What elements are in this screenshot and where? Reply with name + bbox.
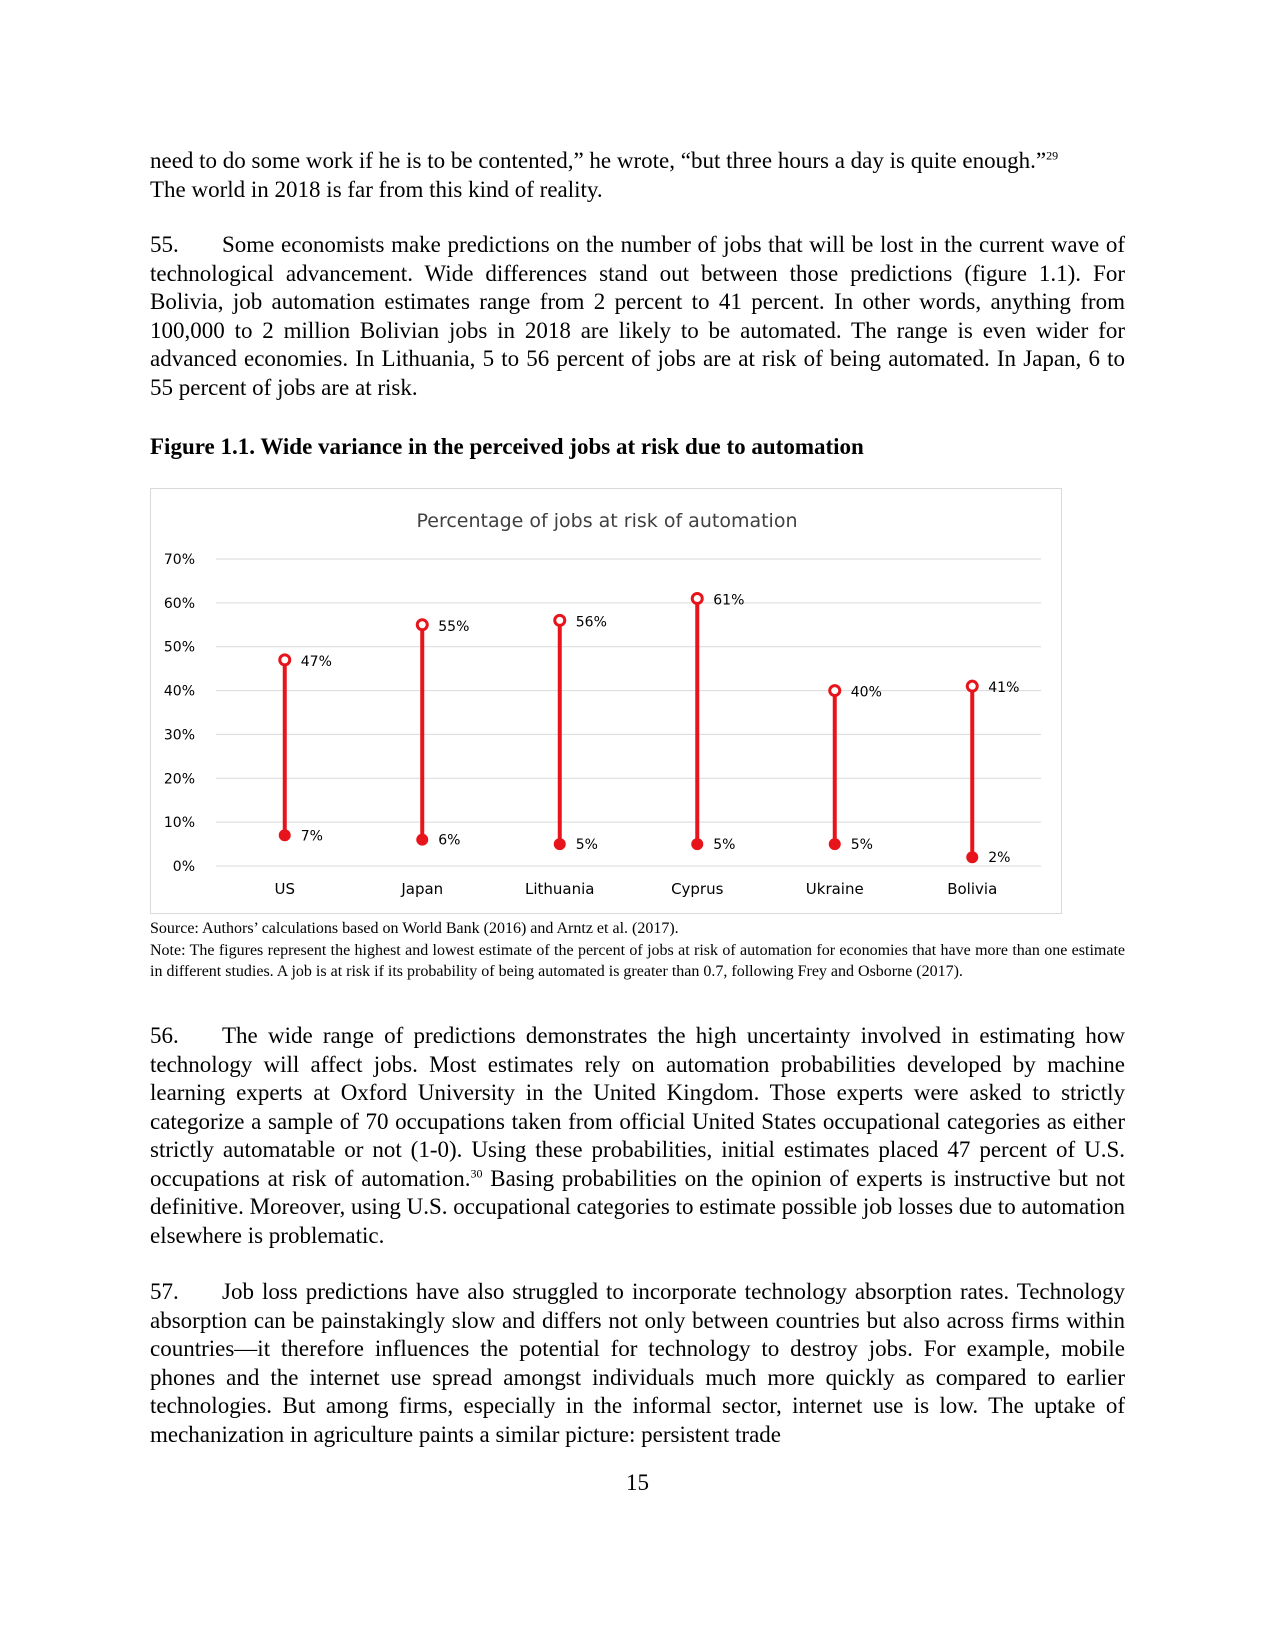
paragraph-text: Job loss predictions have also struggled to incorporate technology absorption rates. Technology absorption can be painstakingly slow and differs not only between countries but also across firms within countries—it therefore influences the potential for technology to destroy jobs. For example, mobile phones and the internet use spread amongst individuals much more quickly as compared to earlier technologies. But among firms, especially in the informal sector, internet use is low. The uptake of mechanization in agriculture paints a similar picture: persistent trade [150, 1279, 1125, 1447]
y-tick-label: 50% [163, 639, 195, 656]
high-point [280, 655, 290, 665]
x-tick-label: Cyprus [671, 880, 724, 898]
intro-text-2: The world in 2018 is far from this kind of reality. [150, 176, 603, 202]
paragraph-57 [150, 1278, 1125, 1449]
page-number: 15 [626, 1470, 649, 1495]
figure-title: Figure 1.1. Wide variance in the perceived jobs at risk due to automation [150, 434, 864, 459]
y-tick-label: 30% [163, 727, 195, 744]
high-label: 40% [850, 684, 882, 701]
low-label: 7% [300, 828, 323, 845]
paragraph-55 [150, 231, 1125, 402]
figure-notes [150, 918, 1125, 983]
intro-text: need to do some work if he is to be contented,” he wrote, “but three hours a day is quite enough.” [150, 148, 1047, 173]
paragraph-number: 56. [150, 1023, 179, 1048]
high-label: 47% [300, 653, 332, 670]
y-tick-label: 20% [163, 771, 195, 788]
low-label: 5% [575, 837, 598, 854]
x-tick-label: Ukraine [805, 880, 864, 898]
figure-source: Source: Authors’ calculations based on World Bank (2016) and Arntz et al. (2017). [150, 920, 679, 937]
paragraph-text-2: Basing probabilities on the opinion of experts is instructive but not definitive. Moreover, using U.S. occupational categories to estimate possible job losses due to automation elsewhere is problematic. [150, 1165, 1126, 1248]
high-point [967, 681, 977, 691]
high-label: 61% [713, 592, 745, 609]
footnote-30[interactable]: 30 [470, 1165, 483, 1180]
low-label: 5% [713, 837, 736, 854]
x-tick-label: US [274, 880, 296, 898]
low-point [279, 829, 291, 841]
high-point [417, 620, 427, 630]
paragraph-number: 55. [150, 232, 179, 257]
low-point [554, 838, 566, 850]
low-point [829, 838, 841, 850]
footnote-29[interactable]: 29 [1046, 148, 1059, 163]
high-label: 55% [438, 618, 470, 635]
low-point [691, 838, 703, 850]
paragraph-56 [150, 1022, 1125, 1250]
y-tick-label: 70% [163, 552, 195, 568]
high-point [692, 593, 702, 603]
figure-note: Note: The figures represent the highest and lowest estimate of the percent of jobs at risk of automation for economies that have more than one estimate in different studies. A job is at risk if its probability of being automated is greater than 0.7, following Frey and Osborne (2017). [150, 941, 1125, 980]
paragraph-text: The wide range of predictions demonstrates the high uncertainty involved in estimating how technology will affect jobs. Most estimates rely on automation probabilities developed by machine learning experts at Oxford University in the United Kingdom. Those experts were asked to strictly categorize a sample of 70 occupations taken from official United States occupational categories as either strictly automatable or not (1-0). Using these probabilities, initial estimates placed 47 percent of U.S. occupations at risk of automation. [150, 1023, 1125, 1191]
paragraph-text: Some economists make predictions on the number of jobs that will be lost in the current wave of technological advancement. Wide differences stand out between those predictions (figure 1.1). For Bolivia, job automation estimates range from 2 percent to 41 percent. In other words, anything from 100,000 to 2 million Bolivian jobs in 2018 are likely to be automated. The range is even wider for advanced economies. In Lithuania, 5 to 56 percent of jobs are at risk of being automated. In Japan, 6 to 55 percent of jobs are at risk. [150, 232, 1125, 400]
x-tick-label: Lithuania [525, 880, 595, 898]
x-tick-label: Bolivia [947, 880, 998, 898]
low-point [416, 834, 428, 846]
x-tick-label: Japan [401, 880, 444, 898]
y-tick-label: 10% [163, 815, 195, 832]
low-label: 5% [850, 837, 873, 854]
range-chart [151, 489, 1063, 915]
high-label: 56% [575, 614, 607, 631]
high-point [830, 686, 840, 696]
low-label: 6% [438, 832, 461, 849]
low-label: 2% [988, 850, 1011, 867]
paragraph-number: 57. [150, 1279, 179, 1304]
intro-paragraph [150, 147, 1125, 204]
high-point [555, 615, 565, 625]
y-tick-label: 60% [163, 595, 195, 612]
y-tick-label: 0% [172, 859, 195, 875]
low-point [966, 851, 978, 863]
chart-container [150, 488, 1062, 914]
y-tick-label: 40% [163, 683, 195, 700]
high-label: 41% [988, 680, 1020, 697]
chart-title: Percentage of jobs at risk of automation [416, 510, 798, 532]
